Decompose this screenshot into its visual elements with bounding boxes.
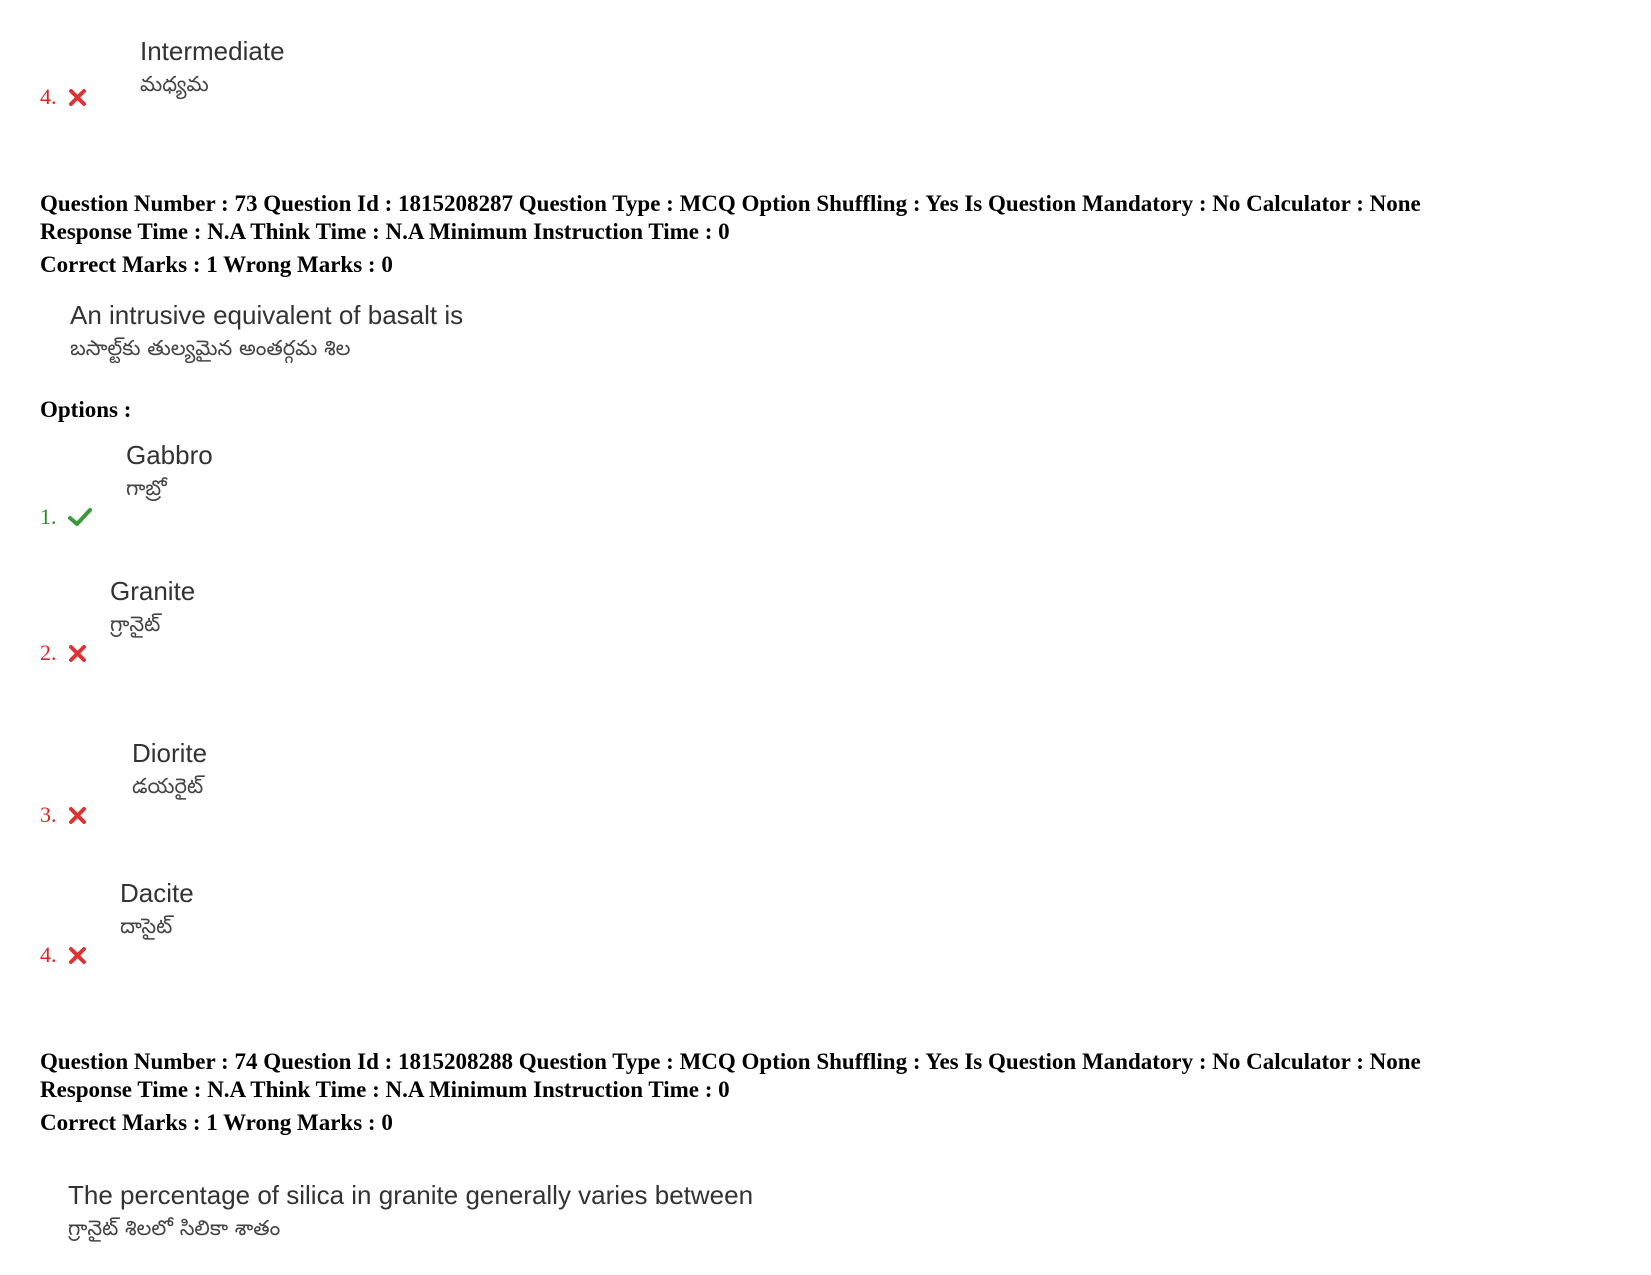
q73-option-1-te: గాబ్రో <box>126 476 167 500</box>
option-number: 1. <box>40 504 57 529</box>
option-number: 4. <box>40 942 57 967</box>
q73-option-4-marker <box>40 942 89 968</box>
q73-option-3-en: Diorite <box>132 738 208 768</box>
cross-icon <box>67 804 89 826</box>
q73-option-2-en: Granite <box>110 576 196 606</box>
option-4-prev-en: Intermediate <box>140 36 285 66</box>
q73-option-1-marker <box>40 504 93 530</box>
q73-meta-line1: Question Number : 73 Question Id : 1815208287 Question Type : MCQ Option Shuffling : Yes Is Question Mandatory : No Calculator : None <box>40 191 1421 216</box>
cross-icon <box>67 86 89 108</box>
q73-option-2-te: గ్రానైట్ <box>110 612 161 636</box>
q73-option-4-te: దాసైట్ <box>120 914 173 938</box>
q73-option-1-en: Gabbro <box>126 440 213 470</box>
q73-option-3-marker <box>40 802 89 828</box>
q74-meta-line2: Response Time : N.A Think Time : N.A Minimum Instruction Time : 0 <box>40 1077 730 1102</box>
q73-option-2-marker <box>40 640 89 666</box>
check-icon <box>67 506 93 528</box>
q73-option-4-en: Dacite <box>120 878 194 908</box>
option-number: 3. <box>40 802 57 827</box>
q73-options-label: Options : <box>40 397 132 422</box>
option-4-prev-te: మధ్యమ <box>140 72 209 96</box>
q74-question-te: గ్రానైట్ శిలలో సిలికా శాతం <box>68 1216 281 1240</box>
q73-marks: Correct Marks : 1 Wrong Marks : 0 <box>40 252 393 277</box>
option-number: 4. <box>40 84 57 109</box>
q74-marks: Correct Marks : 1 Wrong Marks : 0 <box>40 1110 393 1135</box>
cross-icon <box>67 944 89 966</box>
q74-meta-line1: Question Number : 74 Question Id : 1815208288 Question Type : MCQ Option Shuffling : Yes Is Question Mandatory : No Calculator : None <box>40 1049 1421 1074</box>
q73-question-te: బసాల్ట్‌కు తుల్యమైన అంతర్గమ శిల <box>70 336 351 360</box>
q74-question-en: The percentage of silica in granite generally varies between <box>68 1180 754 1210</box>
option-4-prev-marker <box>40 84 89 110</box>
cross-icon <box>67 642 89 664</box>
option-number: 2. <box>40 640 57 665</box>
q73-option-3-te: డయరైట్ <box>132 774 204 798</box>
q73-question-en: An intrusive equivalent of basalt is <box>70 300 464 330</box>
q73-meta-line2: Response Time : N.A Think Time : N.A Minimum Instruction Time : 0 <box>40 219 730 244</box>
